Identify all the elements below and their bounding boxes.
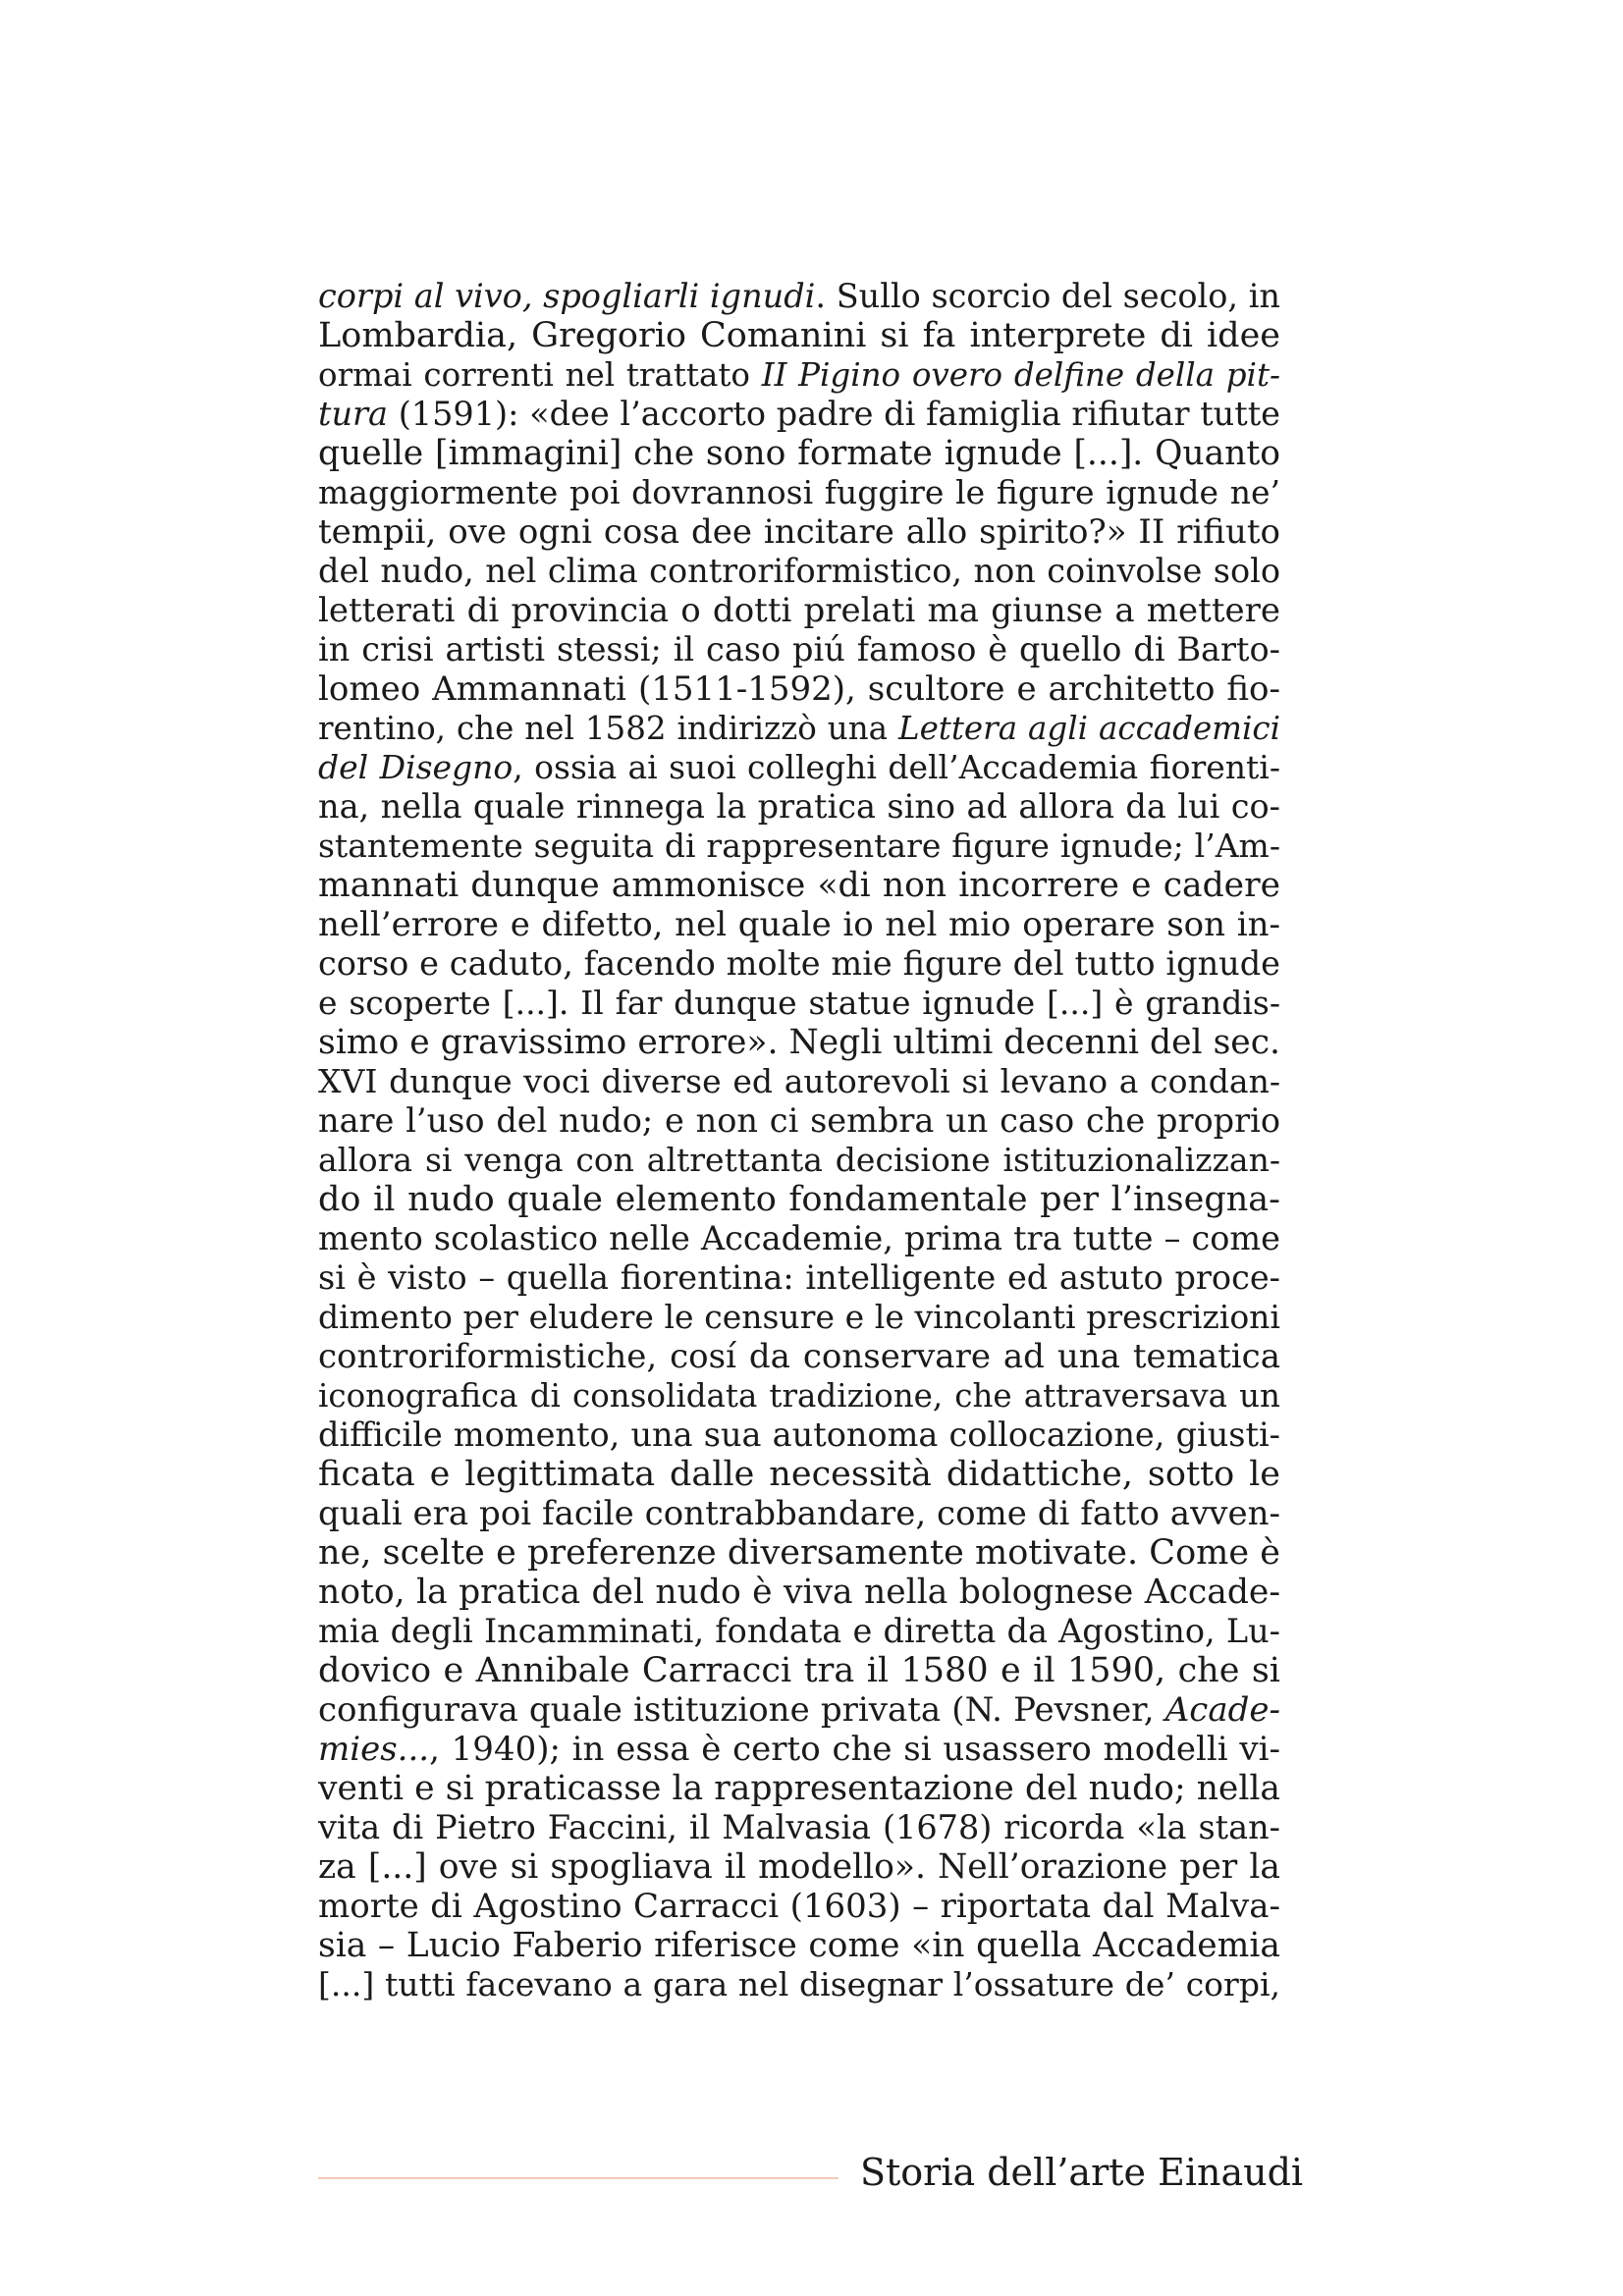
text-segment: dimento per eludere le censure e le vincolanti prescrizioni — [318, 1298, 1280, 1336]
text-line — [318, 1415, 1280, 1455]
text-segment: za [...] ove si spogliava il modello». Nell’orazione per la — [318, 1847, 1280, 1887]
text-segment: morte di Agostino Carracci (1603) – riportata dal Malva- — [318, 1887, 1280, 1926]
text-line — [318, 1769, 1280, 1808]
text-segment: lomeo Ammannati (1511-1592), scultore e architetto fio- — [318, 669, 1280, 709]
text-segment: na, nella quale rinnega la pratica sino ad allora da lui co- — [318, 787, 1280, 826]
text-segment: mannati dunque ammonisce «di non incorrere e cadere — [318, 866, 1280, 905]
text-segment: e scoperte [...]. Il far dunque statue ignude [...] è grandis- — [318, 984, 1280, 1022]
text-line — [318, 1062, 1280, 1101]
text-segment: stantemente seguita di rappresentare figure ignude; l’Am- — [318, 827, 1280, 865]
italic-text: Lettera agli accademici — [897, 710, 1280, 747]
text-segment: XVI dunque voci diverse ed autorevoli si levano a condan- — [318, 1062, 1280, 1100]
text-line — [318, 669, 1280, 709]
text-segment: controriformistiche, cosí da conservare ad una tematica — [318, 1337, 1280, 1376]
text-line — [318, 1730, 1280, 1769]
footer-rule — [318, 2177, 839, 2179]
text-segment: mento scolastico nelle Accademie, prima tra tutte – come — [318, 1219, 1280, 1257]
italic-text: tura — [318, 395, 389, 433]
text-line — [318, 1376, 1280, 1415]
text-line — [318, 1533, 1280, 1573]
text-line — [318, 591, 1280, 630]
text-segment: in crisi artisti stessi; il caso piú famoso è quello di Barto- — [318, 630, 1280, 668]
text-segment: ormai correnti nel trattato — [318, 356, 762, 394]
text-line — [318, 277, 1280, 316]
text-line — [318, 1926, 1280, 1965]
text-line — [318, 866, 1280, 905]
text-segment: (1591): «dee l’accorto padre di famiglia rifiutar tutte — [388, 395, 1280, 433]
text-line — [318, 1337, 1280, 1376]
text-segment: difficile momento, una sua autonoma collocazione, giusti- — [318, 1415, 1280, 1454]
text-line — [318, 395, 1280, 434]
text-line — [318, 1494, 1280, 1533]
text-line — [318, 1455, 1280, 1494]
text-segment: venti e si praticasse la rappresentazione del nudo; nella — [318, 1769, 1280, 1808]
text-line — [318, 787, 1280, 827]
text-line — [318, 1219, 1280, 1258]
text-line — [318, 1808, 1280, 1847]
text-line — [318, 316, 1280, 355]
italic-text: mies... — [318, 1730, 430, 1769]
text-line — [318, 512, 1280, 552]
text-segment: Lombardia, Gregorio Comanini si fa interprete di idee — [318, 316, 1280, 355]
text-line — [318, 1612, 1280, 1651]
text-segment: corso e caduto, facendo molte mie figure del tutto ignude — [318, 944, 1280, 983]
text-segment: tempii, ove ogni cosa dee incitare allo spirito?» II rifiuto — [318, 512, 1280, 552]
italic-text: del Disegno — [318, 748, 514, 786]
text-line — [318, 1887, 1280, 1926]
text-segment: simo e gravissimo errore». Negli ultimi decenni del sec. — [318, 1023, 1280, 1062]
text-segment: vita di Pietro Faccini, il Malvasia (1678) ricorda «la stan- — [318, 1808, 1280, 1846]
text-line — [318, 944, 1280, 984]
text-line — [318, 905, 1280, 944]
text-segment: . Sullo scorcio del secolo, in — [815, 277, 1280, 315]
text-line — [318, 1847, 1280, 1887]
text-line — [318, 434, 1280, 473]
text-segment: do il nudo quale elemento fondamentale per l’insegna- — [318, 1180, 1280, 1219]
text-line — [318, 1298, 1280, 1337]
text-line — [318, 1101, 1280, 1141]
text-line — [318, 630, 1280, 669]
footer-title: Storia dell’arte Einaudi — [860, 2151, 1304, 2194]
text-segment: dovico e Annibale Carracci tra il 1580 e il 1590, che si — [318, 1651, 1280, 1690]
text-segment: configurava quale istituzione privata (N. Pevsner, — [318, 1690, 1165, 1730]
text-segment: quelle [immagini] che sono formate ignude [...]. Quanto — [318, 434, 1280, 473]
text-segment: iconografica di consolidata tradizione, che attraversava un — [318, 1377, 1280, 1415]
text-line — [318, 1023, 1280, 1062]
text-segment: nare l’uso del nudo; e non ci sembra un caso che proprio — [318, 1101, 1280, 1140]
text-segment: rentino, che nel 1582 indirizzò una — [318, 710, 898, 747]
italic-text: II Pigino overo delfine della pit- — [761, 356, 1280, 394]
text-segment: allora si venga con altrettanta decisione istituzionalizzan- — [318, 1141, 1280, 1179]
text-line — [318, 1180, 1280, 1219]
text-segment: letterati di provincia o dotti prelati ma giunse a mettere — [318, 591, 1280, 630]
text-line — [318, 709, 1280, 748]
text-segment: del nudo, nel clima controriformistico, non coinvolse solo — [318, 552, 1280, 590]
text-segment: , ossia ai suoi colleghi dell’Accademia fiorenti- — [513, 748, 1280, 786]
text-line — [318, 473, 1280, 512]
text-segment: noto, la pratica del nudo è viva nella bolognese Accade- — [318, 1573, 1280, 1612]
text-segment: , 1940); in essa è certo che si usassero modelli vi- — [429, 1730, 1280, 1769]
text-segment: nell’errore e difetto, nel quale io nel mio operare son in- — [318, 905, 1280, 944]
text-line — [318, 1690, 1280, 1730]
italic-text: corpi al vivo, spogliarli ignudi — [318, 277, 816, 315]
text-line — [318, 552, 1280, 591]
text-line — [318, 1651, 1280, 1690]
text-line — [318, 1965, 1280, 2004]
text-segment: ne, scelte e preferenze diversamente motivate. Come è — [318, 1533, 1280, 1573]
text-line — [318, 355, 1280, 395]
text-line — [318, 1573, 1280, 1612]
text-segment: maggiormente poi dovrannosi fuggire le figure ignude ne’ — [318, 473, 1280, 511]
text-line — [318, 1258, 1280, 1298]
body-text — [318, 277, 1280, 2004]
text-line — [318, 1141, 1280, 1180]
text-line — [318, 748, 1280, 787]
text-segment: quali era poi facile contrabbandare, come di fatto avven- — [318, 1494, 1280, 1533]
text-segment: sia – Lucio Faberio riferisce come «in quella Accademia — [318, 1926, 1280, 1965]
text-line — [318, 827, 1280, 866]
text-segment: si è visto – quella fiorentina: intelligente ed astuto proce- — [318, 1258, 1280, 1297]
text-segment: mia degli Incamminati, fondata e diretta da Agostino, Lu- — [318, 1612, 1280, 1650]
italic-text: Acade- — [1164, 1690, 1280, 1730]
text-segment: [...] tutti facevano a gara nel disegnar l’ossature de’ corpi, — [318, 1965, 1280, 2003]
text-segment: ficata e legittimata dalle necessità didattiche, sotto le — [318, 1455, 1280, 1494]
text-line — [318, 984, 1280, 1023]
